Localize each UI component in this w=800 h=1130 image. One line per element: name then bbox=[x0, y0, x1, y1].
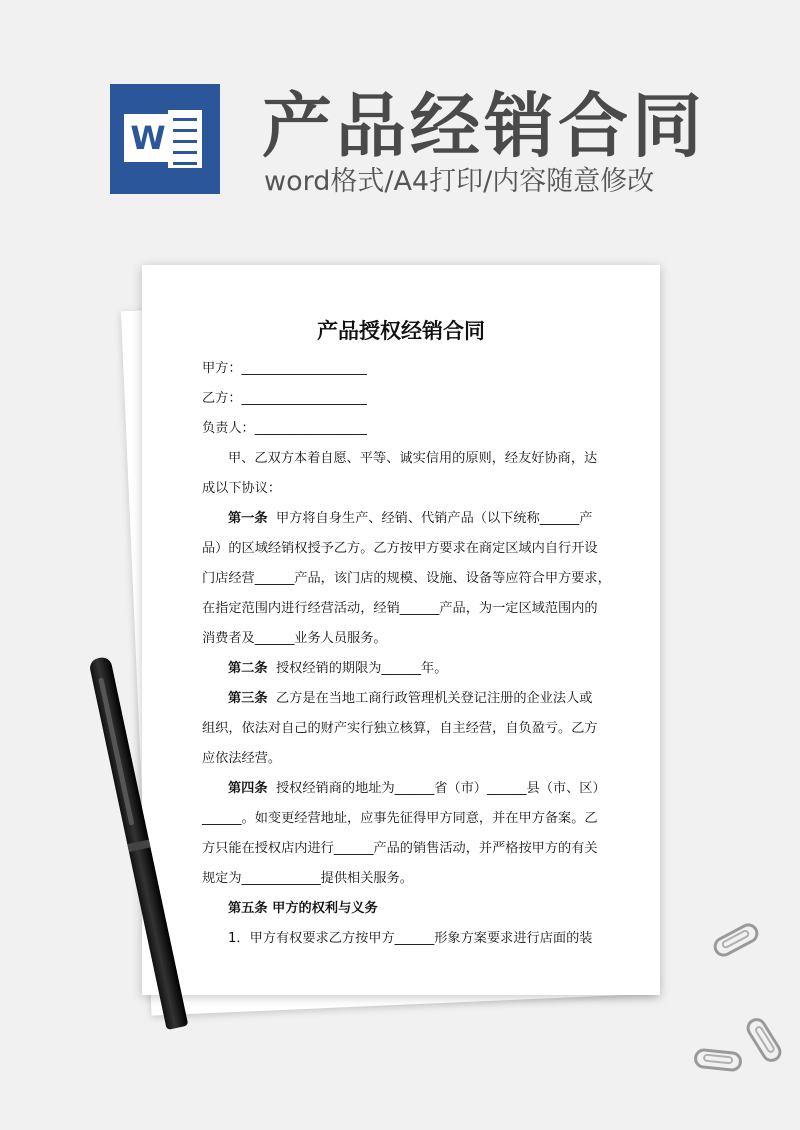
document-sheet bbox=[142, 265, 660, 995]
paperclip-icon bbox=[693, 1048, 743, 1073]
intro-line: 成以下协议： bbox=[202, 481, 282, 496]
article-5-text: 1．甲方有权要求乙方按甲方______形象方案要求进行店面的装 bbox=[228, 931, 593, 946]
paperclip-icon bbox=[743, 1014, 785, 1065]
article-4-text: 方只能在授权店内进行______产品的销售活动，并严格按甲方的有关 bbox=[202, 841, 598, 856]
party-a-line: 甲方：___________________ bbox=[202, 361, 367, 376]
article-2-text: 授权经销的期限为______年。 bbox=[275, 661, 448, 676]
pen-clip bbox=[98, 678, 134, 826]
article-1-text: 品）的区域经销权授予乙方。乙方按甲方要求在商定区域内自行开设 bbox=[202, 541, 598, 556]
article-1-text: 甲方将自身生产、经销、代销产品（以下统称______产 bbox=[275, 511, 593, 526]
article-2-heading: 第二条 bbox=[228, 661, 268, 676]
document-title: 产品授权经销合同 bbox=[317, 319, 485, 343]
party-b-line: 乙方：___________________ bbox=[202, 391, 367, 406]
article-4-text: 规定为____________提供相关服务。 bbox=[202, 871, 413, 886]
article-1-text: 在指定范围内进行经营活动，经销______产品，为一定区域范围内的 bbox=[202, 601, 598, 616]
article-3-text: 乙方是在当地工商行政管理机关登记注册的企业法人或 bbox=[275, 691, 593, 706]
page-subtitle: word格式/A4打印/内容随意修改 bbox=[264, 166, 655, 197]
article-4-text: 授权经销商的地址为______省（市）______县（市、区） bbox=[275, 781, 606, 796]
article-1-line bbox=[228, 510, 592, 528]
article-4-line bbox=[228, 780, 606, 798]
article-3-heading: 第三条 bbox=[228, 691, 268, 706]
page-title: 产品经销合同 bbox=[262, 85, 706, 167]
article-5-line bbox=[228, 900, 378, 918]
article-5-heading: 第五条 甲方的权利与义务 bbox=[228, 901, 378, 916]
article-3-line bbox=[228, 690, 592, 708]
article-3-text: 应依法经营。 bbox=[202, 751, 282, 766]
article-3-text: 组织，依法对自己的财产实行独立核算，自主经营，自负盈亏。乙方 bbox=[202, 721, 598, 736]
article-2-line bbox=[228, 660, 447, 678]
article-4-heading: 第四条 bbox=[228, 781, 268, 796]
person-in-charge-line: 负责人：_________________ bbox=[202, 421, 367, 436]
article-1-text: 消费者及______业务人员服务。 bbox=[202, 631, 387, 646]
article-1-text: 门店经营______产品，该门店的规模、设施、设备等应符合甲方要求， bbox=[202, 571, 611, 586]
paperclip-icon bbox=[710, 920, 762, 960]
article-1-heading: 第一条 bbox=[228, 511, 268, 526]
article-4-text: ______。如变更经营地址，应事先征得甲方同意，并在甲方备案。乙 bbox=[202, 811, 598, 826]
word-logo bbox=[110, 84, 220, 194]
pen-band bbox=[127, 840, 150, 852]
intro-line: 甲、乙双方本着自愿、平等、诚实信用的原则，经友好协商，达 bbox=[228, 451, 598, 466]
word-letter: W bbox=[124, 114, 172, 162]
document-lines-icon bbox=[168, 110, 202, 168]
